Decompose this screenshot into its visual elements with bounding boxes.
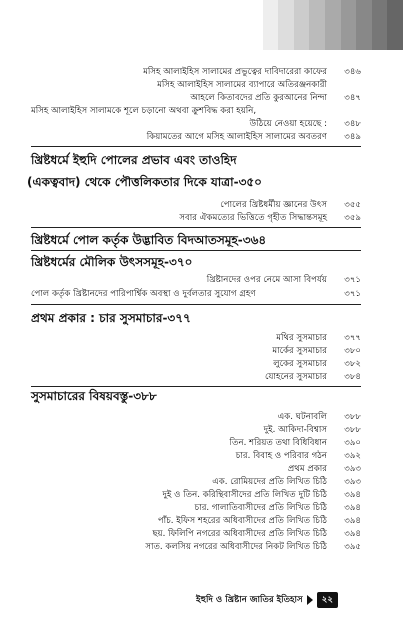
page-footer xyxy=(196,592,338,608)
toc-entry: সাত. কলসিয় নগরের অধিবাসীদের নিকট লিখিত চিঠি xyxy=(145,542,327,552)
gradient-swatch xyxy=(325,0,341,50)
toc-entry: দুই. আকিদা-বিশ্বাস xyxy=(263,425,327,435)
toc-page-number: ৩৪৬ xyxy=(344,67,361,77)
gradient-swatch xyxy=(356,0,372,50)
toc-page-number: ৩৯৩ xyxy=(344,464,361,474)
toc-entry: খ্রিষ্টানদের ওপর নেমে আসা বিপর্যয় xyxy=(206,275,327,285)
section-heading: প্রথম প্রকার : চার সুসমাচার-৩৭৭ xyxy=(31,311,191,325)
toc-entry: চার. গালাতিবাসীদের প্রতি লিখিত চিঠি xyxy=(194,503,327,513)
gradient-bar xyxy=(247,0,403,50)
toc-entry: পোলের খ্রিষ্টধর্মীয় জ্ঞানের উৎস xyxy=(220,200,327,210)
gradient-swatch xyxy=(278,0,294,50)
gradient-swatch xyxy=(372,0,388,50)
toc-page-number: ৩৯৪ xyxy=(344,503,361,513)
toc-entry: মথির সুসমাচার xyxy=(276,333,327,343)
toc-entry: যোহনের সুসমাচার xyxy=(265,372,327,382)
toc-page-number: ৩৮৮ xyxy=(344,425,361,435)
gradient-swatch xyxy=(387,0,403,50)
toc-page-number: ৩৯২ xyxy=(344,451,361,461)
divider xyxy=(31,227,361,228)
section-heading: সুসমাচারের বিষয়বস্তু-৩৮৮ xyxy=(31,389,157,403)
gradient-swatch xyxy=(309,0,325,50)
gradient-swatch xyxy=(247,0,263,50)
toc-page-number: ৩৯৪ xyxy=(344,516,361,526)
section-heading: খ্রিষ্টধর্মে ইহুদি পোলের প্রভাব এবং তাওহিদ xyxy=(31,153,237,167)
toc-entry: তিন. শরিয়ত তথা বিধিবিধান xyxy=(229,438,327,448)
toc-entry: এক. ঘটনাবলি xyxy=(277,412,327,422)
triangle-right-icon xyxy=(307,595,313,605)
toc-entry: ছয়. ফিলিপি নগরের অধিবাসীদের প্রতি লিখিত চিঠি xyxy=(152,529,327,539)
toc-page-number: ৩৮৮ xyxy=(344,412,361,422)
toc-entry: সবার ঐকমত্যের ভিত্তিতে গৃহীত সিদ্ধান্তসমূহ xyxy=(179,213,327,223)
toc-entry: মসিহ আলাইহিস সালামের প্রভুত্বের দাবিদারেরা কাফের xyxy=(143,67,327,77)
toc-page-number: ৩৯৪ xyxy=(344,490,361,500)
toc-entry: পোল কর্তৃক খ্রিষ্টানদের পারিপার্শ্বিক অবস্থা ও দুর্বলতার সুযোগ গ্রহণ xyxy=(31,289,256,299)
toc-page-number: ৩৫৫ xyxy=(344,200,361,210)
book-title: ইহুদি ও খ্রিষ্টান জাতির ইতিহাস xyxy=(196,595,303,605)
section-heading: (একত্ববাদ) থেকে পৌত্তলিকতার দিকে যাত্রা-৩৫০ xyxy=(27,175,262,189)
toc-entry: মার্কের সুসমাচার xyxy=(272,346,327,356)
toc-page-number: ৩৪৭ xyxy=(344,93,361,103)
divider xyxy=(31,146,361,147)
toc-page-number: ৩৭১ xyxy=(344,275,361,285)
toc-page-number: ৩৮৪ xyxy=(344,372,361,382)
divider xyxy=(31,250,361,251)
toc-page-number: ৩৯৩ xyxy=(344,477,361,487)
toc-page-number: ৩৭১ xyxy=(344,289,361,299)
toc-entry: লুকের সুসমাচার xyxy=(273,359,327,369)
toc-page-number: ৩৯০ xyxy=(344,438,361,448)
section-heading: খ্রিষ্টধর্মের মৌলিক উৎসসমূহ-৩৭০ xyxy=(31,255,193,269)
section-heading: খ্রিষ্টধর্মে পোল কর্তৃক উদ্ভাবিত বিদআতসমূহ-৩৬৪ xyxy=(31,233,267,247)
toc-entry: কিয়ামতের আগে মসিহ আলাইহিস সালামের অবতরণ xyxy=(146,132,327,142)
toc-page-number: ৩৫৯ xyxy=(344,213,361,223)
toc-entry: আহলে কিতাবদের প্রতি কুরআনের নিন্দা xyxy=(190,93,327,103)
gradient-swatch xyxy=(263,0,279,50)
toc-page-number: ৩৮০ xyxy=(344,346,361,356)
toc-entry: মসিহ আলাইহিস সালামকে শূলে চড়ানো অথবা ক্রুশবিদ্ধ করা হয়নি, xyxy=(31,106,257,116)
toc-entry: মসিহ আলাইহিস সালামের ব্যাপারে অতিরঞ্জনকারী xyxy=(157,80,327,90)
toc-page-number: ৩৯৫ xyxy=(344,542,361,552)
toc-page-number: ৩৪৯ xyxy=(344,132,361,142)
toc-entry: প্রথম প্রকার xyxy=(287,464,327,474)
toc-entry: উঠিয়ে নেওয়া হয়েছে : xyxy=(249,119,327,129)
toc-page-number: ৩৭৭ xyxy=(344,333,361,343)
divider xyxy=(31,386,361,387)
toc-page-number: ৩৪৮ xyxy=(344,119,361,129)
gradient-swatch xyxy=(294,0,310,50)
page-number: ২২ xyxy=(317,592,338,608)
toc-entry: এক. রোমিয়দের প্রতি লিখিত চিঠি xyxy=(212,477,327,487)
toc-entry: পাঁচ. ইফিস শহরের অধিবাসীদের প্রতি লিখিত চিঠি xyxy=(157,516,327,526)
toc-page-number: ৩৮২ xyxy=(344,359,361,369)
toc-entry: চার. বিবাহ ও পরিবার গঠন xyxy=(235,451,327,461)
gradient-swatch xyxy=(341,0,357,50)
divider xyxy=(31,304,361,305)
toc-entry: দুই ও তিন. করিন্থিবাসীদের প্রতি লিখিত দুটি চিঠি xyxy=(162,490,327,500)
toc-page-number: ৩৯৪ xyxy=(344,529,361,539)
